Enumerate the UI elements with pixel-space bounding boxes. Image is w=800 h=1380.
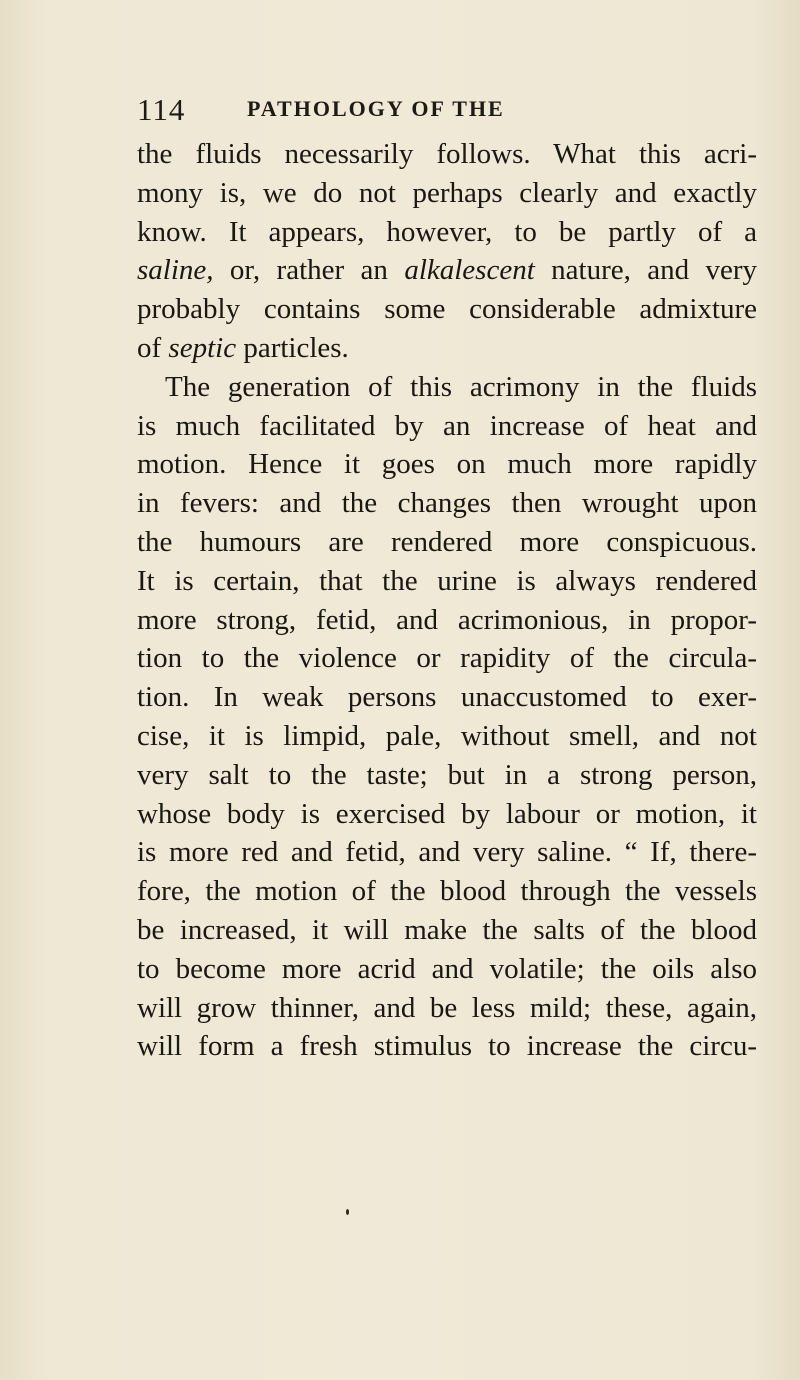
ink-speck: [346, 1209, 349, 1215]
text-fragment: or, rather an: [229, 254, 388, 287]
text-line: motion. Hence it goes on much more rapidly: [137, 448, 757, 481]
text-line: [137, 251, 757, 290]
text-line: know. It appears, however, to be partly of a: [137, 215, 757, 248]
italic-term-saline: saline,: [137, 254, 214, 287]
italic-term-alkalescent: alkalescent: [404, 254, 535, 287]
text-line: will form a fresh stimulus to increase the circu-: [137, 1030, 757, 1063]
text-line: is much facilitated by an increase of heat and: [137, 409, 757, 442]
text-line: mony is, we do not perhaps clearly and exactly: [137, 176, 757, 209]
text-line: cise, it is limpid, pale, without smell, and not: [137, 719, 757, 752]
text-line: is more red and fetid, and very saline. “ If, there-: [137, 836, 757, 869]
text-line: very salt to the taste; but in a strong person,: [137, 758, 757, 791]
text-line-paragraph-start: The generation of this acrimony in the fluids: [165, 370, 757, 403]
body-text: [137, 135, 757, 1066]
text-line: It is certain, that the urine is always rendered: [137, 564, 757, 597]
text-line: whose body is exercised by labour or motion, it: [137, 797, 757, 830]
italic-term-septic: septic: [168, 331, 237, 364]
text-line: the humours are rendered more conspicuous.: [137, 525, 757, 558]
text-fragment: of: [137, 331, 162, 364]
text-line: to become more acrid and volatile; the oils also: [137, 952, 757, 985]
text-line: will grow thinner, and be less mild; these, again,: [137, 991, 757, 1024]
text-line: [137, 329, 757, 368]
text-line: be increased, it will make the salts of the blood: [137, 913, 757, 946]
running-head: [137, 92, 777, 132]
text-line: tion. In weak persons unaccustomed to exer-: [137, 681, 757, 714]
page-number: 114: [137, 92, 186, 127]
text-line: probably contains some considerable admixture: [137, 293, 757, 326]
text-line: in fevers: and the changes then wrought upon: [137, 487, 757, 520]
text-fragment: particles.: [243, 331, 349, 364]
running-title: PATHOLOGY OF THE: [247, 96, 505, 121]
text-line: fore, the motion of the blood through the vessels: [137, 875, 757, 908]
text-line: tion to the violence or rapidity of the circula-: [137, 642, 757, 675]
text-fragment: nature, and very: [551, 254, 758, 287]
text-line: the fluids necessarily follows. What this acri-: [137, 138, 757, 170]
text-line: more strong, fetid, and acrimonious, in propor-: [137, 603, 757, 636]
